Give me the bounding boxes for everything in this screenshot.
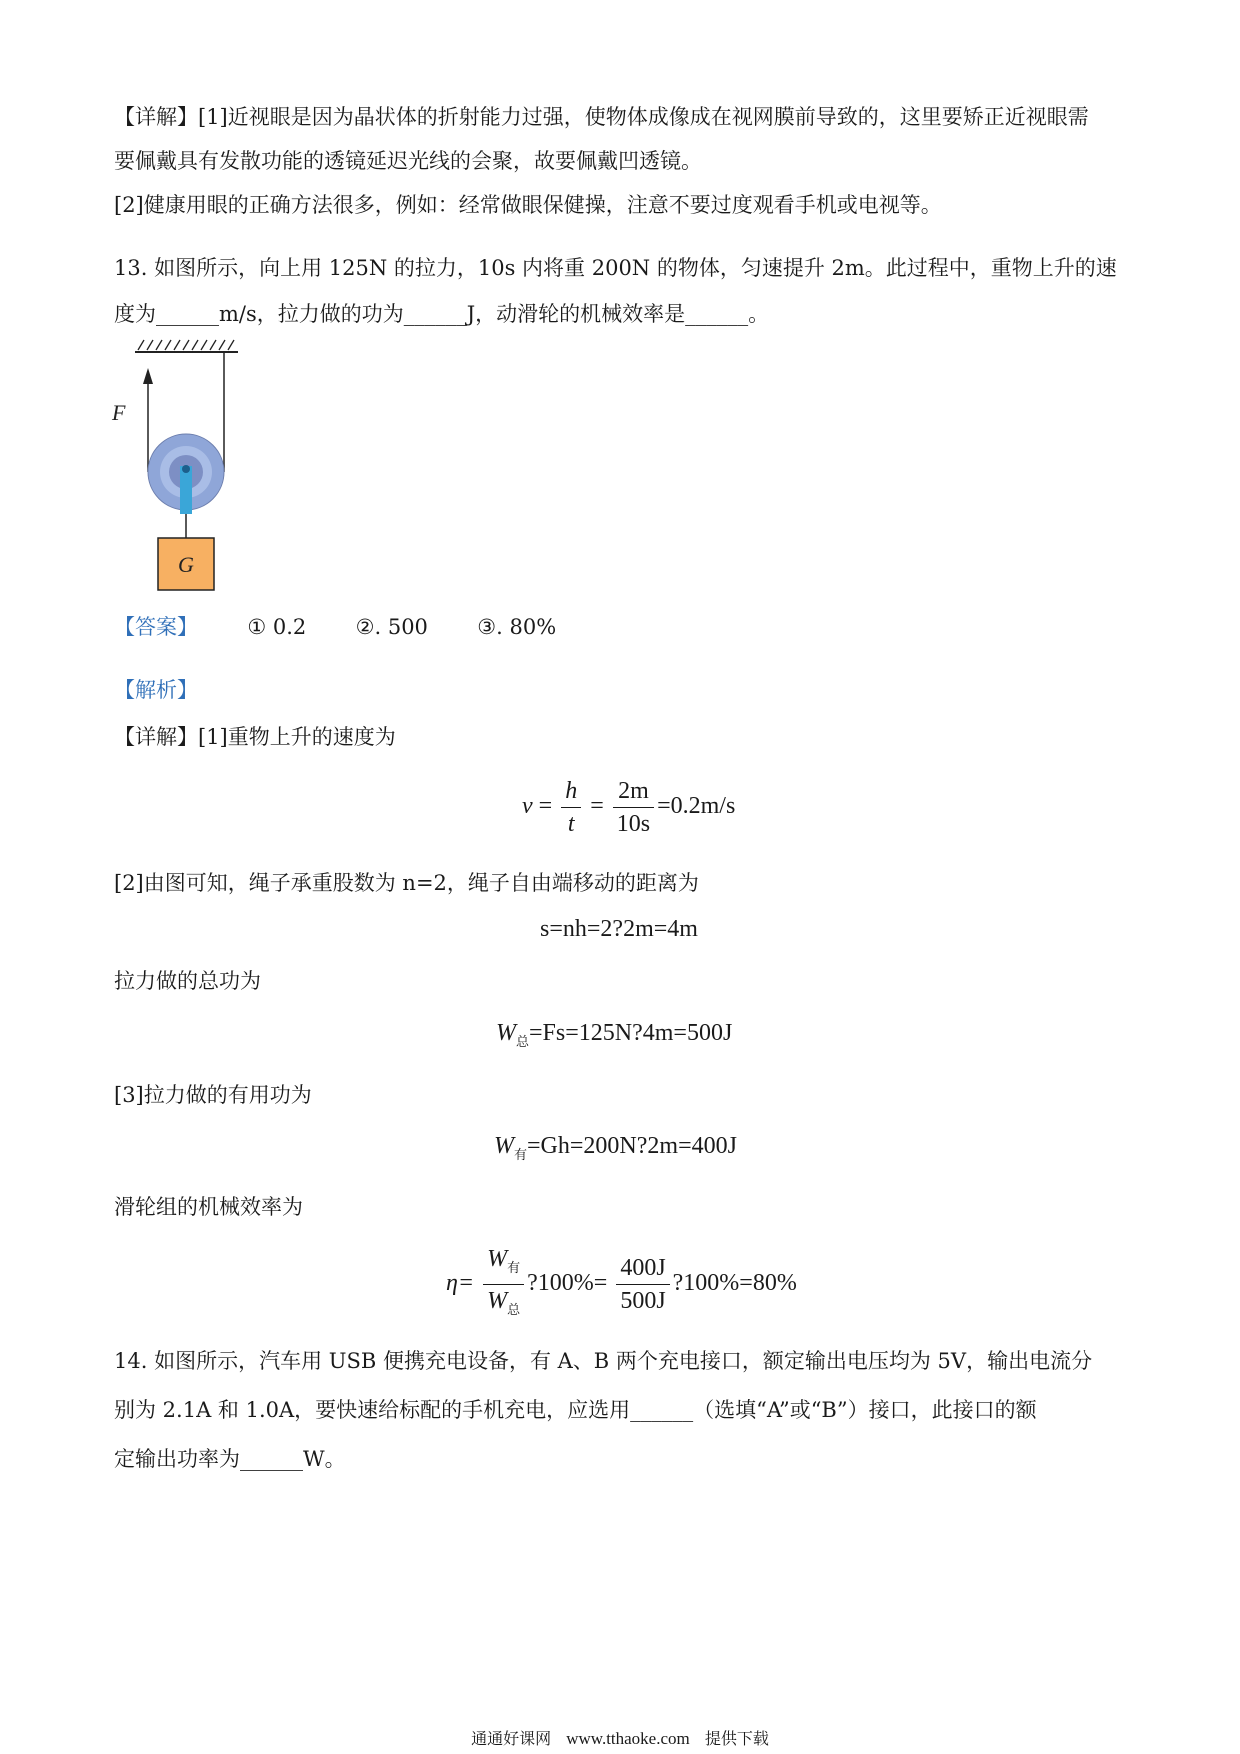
answer-1: ① 0.2 <box>247 615 307 639</box>
eq1-den-10s: 10s <box>616 811 651 837</box>
eq4-sub: 有 <box>514 1147 528 1162</box>
equation-distance: s=nh=2?2m=4m <box>540 916 698 942</box>
force-arrow-icon <box>143 368 153 384</box>
detail-12-line-2: 要佩戴具有发散功能的透镜延迟光线的会聚，故要佩戴凹透镜。 <box>114 149 702 173</box>
eq5-den-sub: 总 <box>507 1302 521 1317</box>
page-footer <box>0 1726 1240 1749</box>
eq1-den-t: t <box>567 811 575 837</box>
footer-site: 通通好课网 <box>471 1729 552 1748</box>
eq5-num-w: W <box>487 1246 508 1272</box>
eq4-rest: =Gh=200N?2m=400J <box>527 1133 737 1159</box>
eq1-eq: = <box>532 793 559 820</box>
answer-3: ③. 80% <box>477 615 557 639</box>
eq1-rhs: =0.2m/s <box>657 793 736 820</box>
detail-12-line-1: 【详解】[1]近视眼是因为晶状体的折射能力过强，使物体成像成在视网膜前导致的，这里要矫正近视眼需 <box>114 105 1089 129</box>
eq5-num-sub: 有 <box>507 1260 521 1275</box>
eq5-den <box>483 1285 524 1325</box>
eq3-rest: =Fs=125N?4m=500J <box>529 1020 733 1046</box>
equation-total-work <box>496 1020 732 1050</box>
equation-velocity <box>522 776 735 839</box>
eq5-den-w: W <box>487 1288 508 1314</box>
step-3-text: [3]拉力做的有用功为 <box>114 1083 312 1107</box>
q14-line-2: 别为 2.1A 和 1.0A，要快速给标配的手机充电，应选用______（选填“A”或“B”）接口，此接口的额 <box>114 1398 1037 1422</box>
eq4-w: W <box>494 1133 514 1159</box>
answer-2: ②. 500 <box>355 615 428 639</box>
eq1-num-h: h <box>561 776 581 808</box>
eq5-mid: ?100%= <box>527 1270 608 1297</box>
eq5-rhs: ?100%=80% <box>672 1270 797 1297</box>
q13-line-1: 13. 如图所示，向上用 125N 的拉力，10s 内将重 200N 的物体，匀速提升 2m。此过程中，重物上升的速 <box>114 256 1117 280</box>
step-2-text: [2]由图可知，绳子承重股数为 n=2，绳子自由端移动的距离为 <box>114 871 699 895</box>
answer-label: 【答案】 <box>114 615 198 639</box>
footer-url[interactable]: www.tthaoke.com <box>566 1729 690 1748</box>
force-label: F <box>112 400 126 425</box>
eq3-w: W <box>496 1020 516 1046</box>
answer-row <box>114 612 556 642</box>
total-work-intro: 拉力做的总功为 <box>114 969 261 993</box>
efficiency-intro: 滑轮组的机械效率为 <box>114 1195 303 1219</box>
eq5-frac-values <box>616 1253 669 1316</box>
eq1-num-2m: 2m <box>613 776 654 808</box>
eq1-eq2: = <box>584 793 610 820</box>
eq5-num <box>483 1244 524 1285</box>
q13-line-2: 度为______m/s，拉力做的功为______J，动滑轮的机械效率是______。 <box>114 302 770 326</box>
eq5-eta: η= <box>446 1270 475 1297</box>
equation-useful-work <box>494 1133 737 1163</box>
eq5-frac-w <box>483 1244 524 1325</box>
detail-13-intro: 【详解】[1]重物上升的速度为 <box>114 725 396 749</box>
footer-suffix: 提供下载 <box>704 1729 769 1748</box>
eq5-den-500j: 500J <box>620 1288 666 1314</box>
eq1-frac-ht <box>561 776 581 839</box>
eq3-sub: 总 <box>516 1034 530 1049</box>
eq5-num-400j: 400J <box>616 1253 669 1285</box>
weight-label: G <box>178 552 194 577</box>
ceiling-hatch <box>135 340 238 352</box>
equation-efficiency <box>446 1244 797 1325</box>
detail-12-line-3: [2]健康用眼的正确方法很多，例如：经常做眼保健操，注意不要过度观看手机或电视等。 <box>114 193 942 217</box>
analysis-label: 【解析】 <box>114 678 198 702</box>
pulley-wheel-icon <box>148 434 224 514</box>
pulley-figure <box>110 338 250 598</box>
q14-line-1: 14. 如图所示，汽车用 USB 便携充电设备，有 A、B 两个充电接口，额定输出电压均为 5V，输出电流分 <box>114 1349 1093 1373</box>
eq1-frac-values <box>613 776 654 839</box>
eq1-v: v <box>522 793 533 820</box>
q14-line-3: 定输出功率为______W。 <box>114 1447 346 1471</box>
